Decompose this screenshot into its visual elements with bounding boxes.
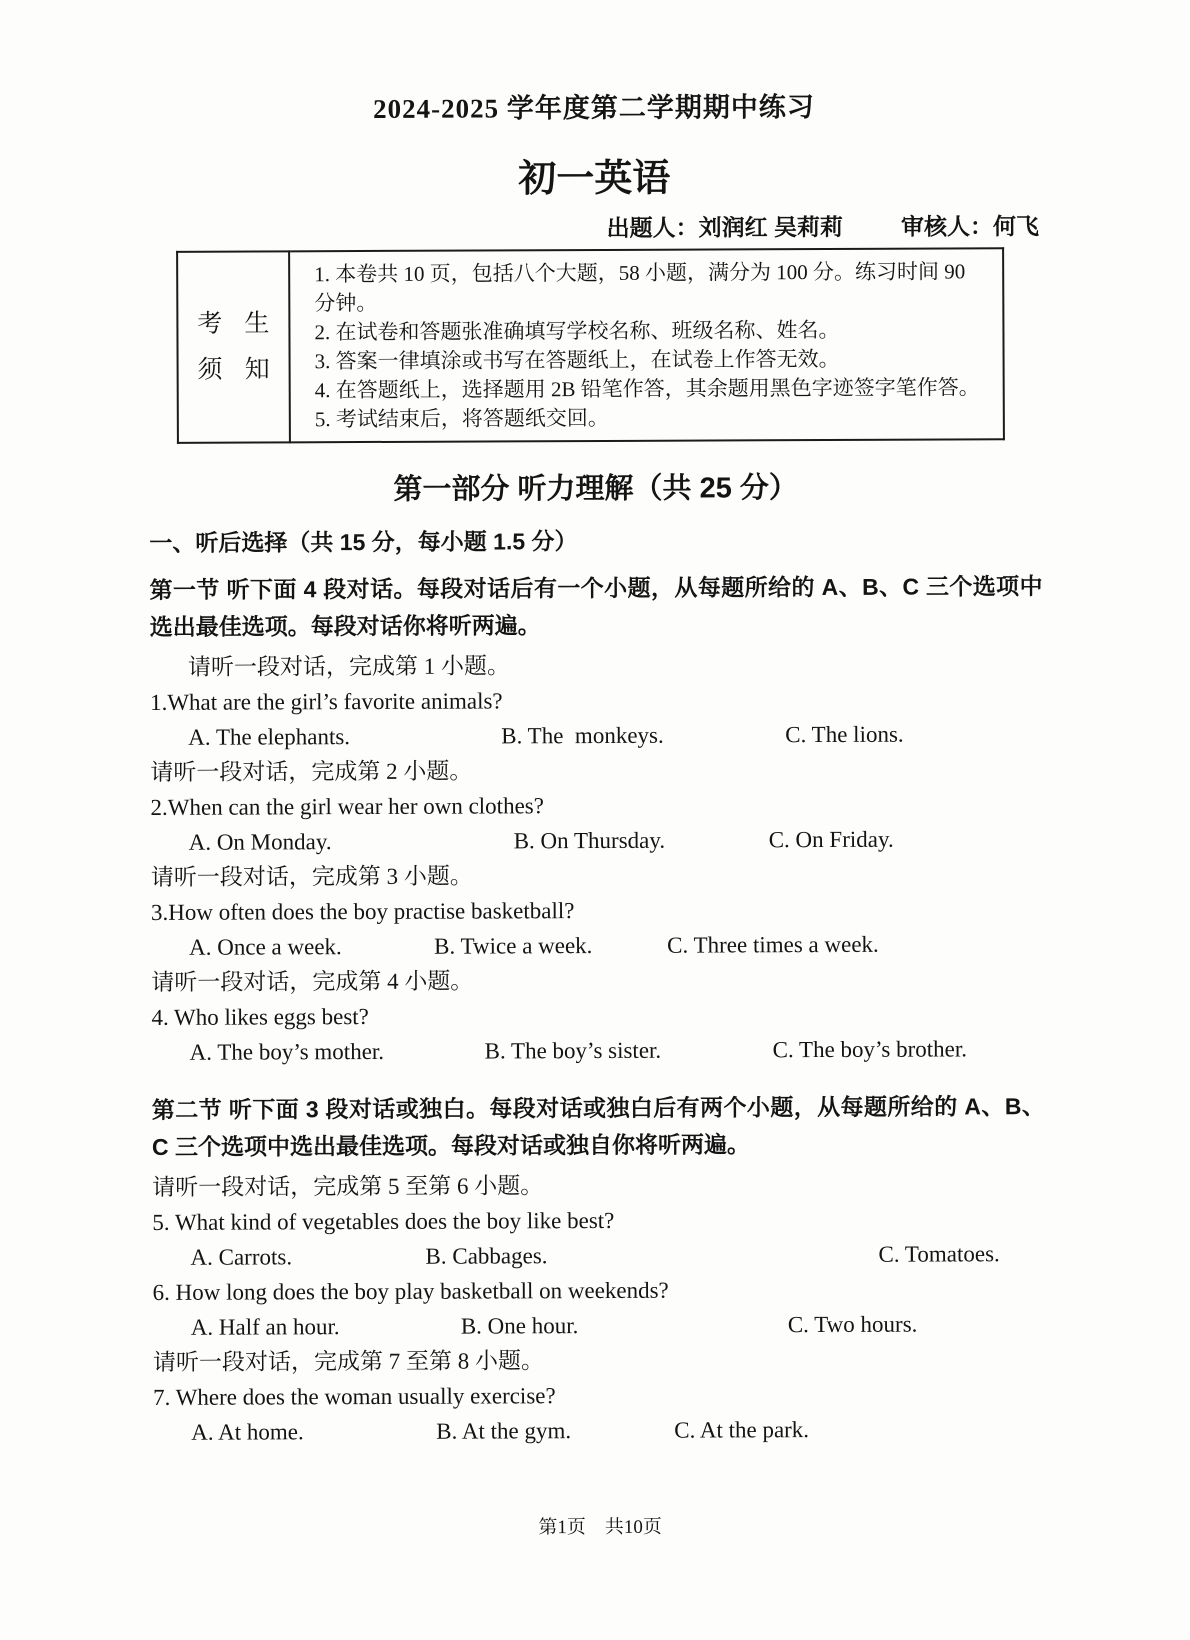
subject-title: 初一英语 bbox=[518, 157, 671, 201]
options-q7 bbox=[153, 1417, 1046, 1444]
question-2: 2.When can the girl wear her own clothes? bbox=[150, 793, 544, 820]
question-5-option-a: A. Carrots. bbox=[190, 1244, 293, 1270]
question-3: 3.How often does the boy practise basketball? bbox=[150, 898, 575, 925]
question-6-option-b: B. One hour. bbox=[460, 1313, 579, 1339]
notice-item: 2. 在试卷和答题张准确填写学校名称、班级名称、姓名。 bbox=[314, 317, 840, 345]
notice-item: 4. 在答题纸上，选择题用 2B 铅笔作答，其余题用黑色字迹签字笔作答。 bbox=[314, 375, 980, 403]
question-3-option-b: B. Twice a week. bbox=[434, 933, 593, 959]
options-q1 bbox=[150, 722, 1043, 749]
setter-info: 出题人：刘润红 吴莉莉 bbox=[606, 213, 844, 241]
question-4-option-b: B. The boy’s sister. bbox=[484, 1037, 662, 1064]
question-3-option-c: C. Three times a week. bbox=[667, 931, 879, 958]
options-q5 bbox=[152, 1242, 1045, 1269]
listen-prompt-q3: 请听一段对话，完成第 3 小题。 bbox=[150, 863, 473, 890]
notice-label-line1: 考 生 bbox=[197, 309, 270, 338]
question-2-option-a: A. On Monday. bbox=[188, 829, 332, 855]
question-1-option-b: B. The monkeys. bbox=[501, 722, 664, 749]
question-7-option-a: A. At home. bbox=[191, 1419, 304, 1445]
question-1-option-c: C. The lions. bbox=[785, 721, 904, 748]
question-2-option-b: B. On Thursday. bbox=[513, 827, 666, 854]
node1-intro: 第一节 听下面 4 段对话。每段对话后有一个小题，从每题所给的 A、B、C 三个选项中选出最佳选项。每段对话你将听两遍。 bbox=[149, 573, 1043, 640]
notice-items bbox=[289, 248, 1004, 442]
question-5-option-b: B. Cabbages. bbox=[425, 1243, 548, 1269]
listen-prompt-q5-q6: 请听一段对话，完成第 5 至第 6 小题。 bbox=[152, 1173, 544, 1200]
question-7: 7. Where does the woman usually exercise? bbox=[153, 1383, 556, 1410]
section1-heading: 一、听后选择（共 15 分，每小题 1.5 分） bbox=[149, 528, 578, 556]
question-1: 1.What are the girl’s favorite animals? bbox=[150, 688, 503, 715]
question-4: 4. Who likes eggs best? bbox=[151, 1003, 369, 1030]
notice-box bbox=[176, 247, 1005, 444]
question-4-option-a: A. The boy’s mother. bbox=[189, 1038, 385, 1065]
question-1-option-a: A. The elephants. bbox=[188, 724, 351, 750]
notice-item: 3. 答案一律填涂或书写在答题纸上，在试卷上作答无效。 bbox=[314, 346, 840, 374]
question-7-option-b: B. At the gym. bbox=[436, 1418, 572, 1444]
listen-prompt-q2: 请听一段对话，完成第 2 小题。 bbox=[150, 758, 473, 785]
notice-label bbox=[177, 251, 290, 442]
question-6-option-a: A. Half an hour. bbox=[190, 1314, 340, 1340]
notice-item: 5. 考试结束后，将答题纸交回。 bbox=[314, 405, 609, 432]
options-q2 bbox=[151, 827, 1044, 854]
part1-heading: 第一部分 听力理解（共 25 分） bbox=[393, 472, 798, 506]
notice-item: 1. 本卷共 10 页，包括八个大题，58 小题，满分为 100 分。练习时间 90 分钟。 bbox=[314, 259, 971, 316]
question-3-option-a: A. Once a week. bbox=[189, 934, 342, 960]
notice-label-line2: 须 知 bbox=[197, 355, 270, 384]
question-2-option-c: C. On Friday. bbox=[768, 826, 894, 853]
question-4-option-c: C. The boy’s brother. bbox=[772, 1036, 968, 1063]
question-6-option-c: C. Two hours. bbox=[787, 1311, 918, 1338]
listen-prompt-q1: 请听一段对话，完成第 1 小题。 bbox=[187, 653, 510, 680]
question-5: 5. What kind of vegetables does the boy like best? bbox=[152, 1207, 615, 1235]
options-q6 bbox=[153, 1312, 1046, 1339]
options-q4 bbox=[152, 1037, 1045, 1064]
page-number-footer: 第1页 共10页 bbox=[538, 1516, 662, 1539]
reviewer-info: 审核人：何飞 bbox=[900, 213, 1040, 240]
options-q3 bbox=[151, 932, 1044, 959]
listen-prompt-q4: 请听一段对话，完成第 4 小题。 bbox=[151, 968, 474, 995]
byline bbox=[148, 208, 1039, 245]
term-title: 2024-2025 学年度第二学期期中练习 bbox=[373, 92, 815, 124]
listen-prompt-q7-q8: 请听一段对话，完成第 7 至第 8 小题。 bbox=[152, 1348, 544, 1375]
question-7-option-c: C. At the park. bbox=[674, 1417, 810, 1443]
question-6: 6. How long does the boy play basketball on weekends? bbox=[152, 1277, 669, 1305]
node2-intro: 第二节 听下面 3 段对话或独白。每段对话或独白后有两个小题，从每题所给的 A、B、C 三个选项中选出最佳选项。每段对话或独自你将听两遍。 bbox=[151, 1093, 1045, 1160]
question-5-option-c: C. Tomatoes. bbox=[878, 1241, 1000, 1267]
